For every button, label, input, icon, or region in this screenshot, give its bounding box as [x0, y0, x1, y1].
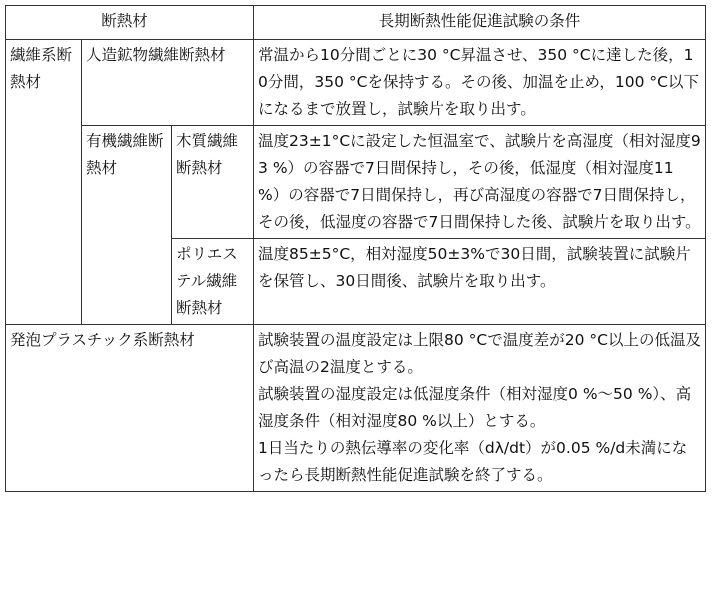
wood-fiber-label: 木質繊維断熱材: [172, 126, 254, 239]
mineral-fiber-label: 人造鉱物繊維断熱材: [82, 40, 254, 126]
polyester-fiber-label: ポリエステル繊維断熱材: [172, 239, 254, 325]
foam-condition-temperature: 試験装置の温度設定は上限80 °Cで温度差が20 °C以上の低温及び高温の2温度とする。: [258, 331, 701, 376]
foam-plastic-label: 発泡プラスチック系断熱材: [6, 325, 254, 492]
fiber-group-label: 繊維系断熱材: [6, 40, 82, 325]
insulation-test-conditions-table: [5, 5, 706, 492]
foam-plastic-condition: [254, 325, 706, 492]
organic-fiber-label: 有機繊維断熱材: [82, 126, 172, 325]
table-header-row: [6, 6, 706, 40]
header-material: 断熱材: [6, 6, 254, 40]
wood-fiber-condition: 温度23±1°Cに設定した恒温室で、試験片を高湿度（相対湿度93 %）の容器で7日間保持し，その後，低湿度（相対湿度11 %）の容器で7日間保持し，再び高湿度の容器で7日間保持し，その後，低湿度の容器で7日間保持した後、試験片を取り出す。: [254, 126, 706, 239]
mineral-fiber-condition: 常温から10分間ごとに30 °C昇温させ、350 °Cに達した後，10分間，350 °Cを保持する。その後、加温を止め，100 °C以下になるまで放置し，試験片を取り出す。: [254, 40, 706, 126]
table-row: [6, 126, 706, 239]
table-row: [6, 40, 706, 126]
header-condition: 長期断熱性能促進試験の条件: [254, 6, 706, 40]
foam-condition-humidity: 試験装置の湿度設定は低湿度条件（相対湿度0 %～50 %）、高湿度条件（相対湿度80 %以上）とする。: [258, 385, 692, 430]
foam-condition-termination: 1日当たりの熱伝導率の変化率（dλ/dt）が0.05 %/d未満になったら長期断熱性能促進試験を終了する。: [258, 439, 688, 484]
polyester-fiber-condition: 温度85±5°C，相対湿度50±3%で30日間，試験装置に試験片を保管し、30日間後、試験片を取り出す。: [254, 239, 706, 325]
table-row: [6, 325, 706, 492]
